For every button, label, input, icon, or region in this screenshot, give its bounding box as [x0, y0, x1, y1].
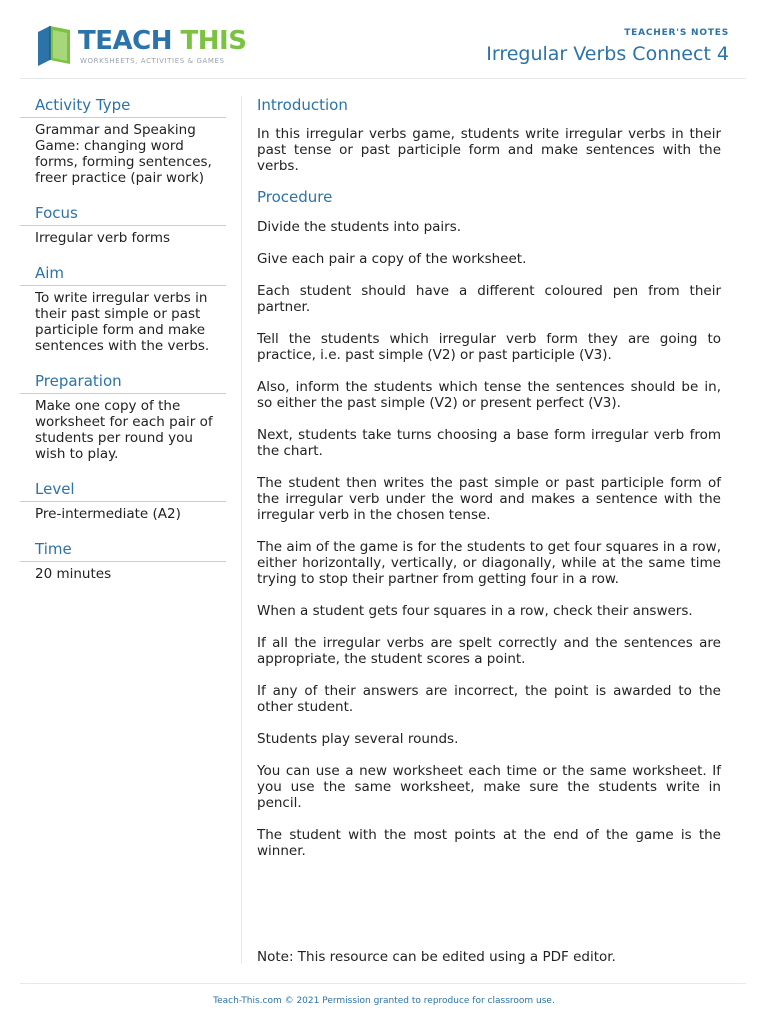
introduction-text: In this irregular verbs game, students write irregular verbs in their past tense or past participle form and make sentences with the verbs.	[257, 126, 721, 174]
procedure-step: Next, students take turns choosing a base form irregular verb from the chart.	[257, 427, 721, 459]
logo-tagline: WORKSHEETS, ACTIVITIES & GAMES	[80, 57, 225, 65]
teachers-notes-label: TEACHER'S NOTES	[624, 28, 729, 38]
sidebar-section-activity-type	[20, 94, 226, 186]
procedure-step: Tell the students which irregular verb form they are going to practice, i.e. past simple (V2) or past participle (V3).	[257, 331, 721, 363]
sidebar-section-focus	[20, 202, 226, 246]
logo-word-teach: TEACH	[78, 26, 172, 56]
page-title: Irregular Verbs Connect 4	[486, 43, 729, 65]
sidebar-heading: Time	[20, 538, 226, 562]
header-divider	[20, 78, 746, 79]
book-logo-icon	[36, 24, 74, 68]
sidebar-section-aim	[20, 262, 226, 354]
page-header	[0, 0, 768, 80]
procedure-step: You can use a new worksheet each time or the same worksheet. If you use the same worksheet, make sure the students write in pencil.	[257, 763, 721, 811]
sidebar-heading: Level	[20, 478, 226, 502]
procedure-step: The student with the most points at the end of the game is the winner.	[257, 827, 721, 859]
sidebar-section-level	[20, 478, 226, 522]
sidebar-section-preparation	[20, 370, 226, 462]
procedure-step: The aim of the game is for the students to get four squares in a row, either horizontally, vertically, or diagonally, while at the same time trying to stop their partner from getting four in a row.	[257, 539, 721, 587]
editing-note: Note: This resource can be edited using a PDF editor.	[257, 949, 616, 965]
sidebar-body: Pre-intermediate (A2)	[35, 506, 181, 522]
column-divider	[241, 96, 242, 964]
sidebar-body: 20 minutes	[35, 566, 112, 582]
sidebar-heading: Activity Type	[20, 94, 226, 118]
teach-this-logo	[36, 24, 247, 70]
sidebar-section-time	[20, 538, 226, 582]
sidebar-body: To write irregular verbs in their past simple or past participle form and make sentences with the verbs.	[35, 290, 210, 354]
procedure-step: When a student gets four squares in a row, check their answers.	[257, 603, 693, 619]
sidebar-body: Irregular verb forms	[35, 230, 171, 246]
procedure-step: Each student should have a different coloured pen from their partner.	[257, 283, 721, 315]
procedure-step: If any of their answers are incorrect, the point is awarded to the other student.	[257, 683, 721, 715]
procedure-step: Students play several rounds.	[257, 731, 459, 747]
sidebar-heading: Preparation	[20, 370, 226, 394]
procedure-step: The student then writes the past simple or past participle form of the irregular verb under the word and makes a sentence with the irregular verb in the chosen tense.	[257, 475, 721, 523]
procedure-step: Also, inform the students which tense the sentences should be in, so either the past simple (V2) or present perfect (V3).	[257, 379, 721, 411]
procedure-heading: Procedure	[257, 188, 333, 206]
procedure-step: If all the irregular verbs are spelt correctly and the sentences are appropriate, the student scores a point.	[257, 635, 721, 667]
footer-divider	[20, 983, 746, 984]
sidebar-heading: Focus	[20, 202, 226, 226]
logo-wordmark	[78, 26, 246, 56]
logo-word-this: THIS	[180, 26, 247, 56]
introduction-heading: Introduction	[257, 96, 348, 114]
procedure-step: Divide the students into pairs.	[257, 219, 462, 235]
sidebar-body: Grammar and Speaking Game: changing word forms, forming sentences, freer practice (pair work)	[35, 122, 212, 186]
sidebar-heading: Aim	[20, 262, 226, 286]
main-content	[257, 94, 721, 875]
procedure-step: Give each pair a copy of the worksheet.	[257, 251, 527, 267]
footer-copyright: Teach-This.com © 2021 Permission granted to reproduce for classroom use.	[213, 996, 555, 1006]
sidebar	[20, 94, 226, 598]
sidebar-body: Make one copy of the worksheet for each pair of students per round you wish to play.	[35, 398, 213, 462]
